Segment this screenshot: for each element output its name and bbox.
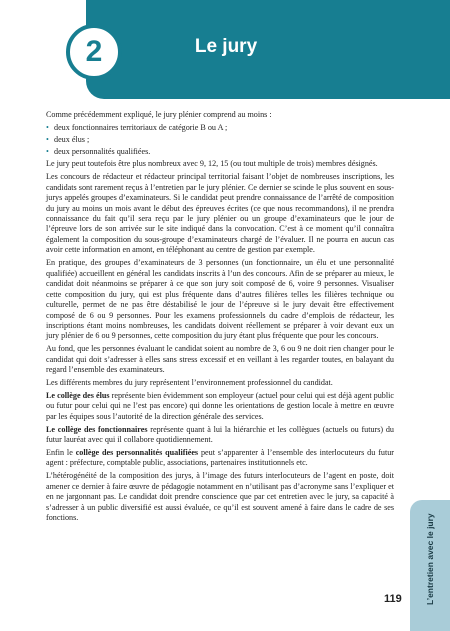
list-item (46, 123, 394, 133)
list-item-text: deux élus ; (54, 134, 90, 144)
list-item (46, 147, 394, 157)
paragraph-sub-juries: Les concours de rédacteur et rédacteur principal territorial faisant l’objet de nombreuses inscriptions, les candidats sont rarement reçus à l’entretien par le jury plénier. Ce dernier se scinde le plus souvent en sous-jurys appelés groupes d’examinateurs. Si le candidat peut prendre connaissance de l’arrêté de composition du jury au moins un mois avant le début des épreuves écrites (ce que nous recommandons), il ne prendra connaissance du fait qu’il sera reçu par le jury plénier ou un groupe d’examinateurs que le jour de l’épreuve lors de son arrivée sur le site indiqué dans la convocation. C’est à ce moment qu’il connaîtra également la composition du sous-groupe d’examinateurs chargé de l’évaluer. Il ne pourra en aucun cas avoir cette information en amont, en téléphonant au centre de gestion par exemple. (46, 172, 394, 255)
college-personnalites-heading: collège des personnalités qualifiées (75, 447, 199, 457)
intro-paragraph: Comme précédemment expliqué, le jury plénier comprend au moins : (46, 110, 272, 119)
list-item (46, 135, 394, 145)
bullet-icon: • (46, 122, 49, 132)
chapter-number: 2 (85, 35, 103, 68)
college-fonctionnaires-text: représente quant à lui la hiérarchie et les collègues (actuels ou futurs) du futur lauréat avec qui il collabore quotidiennement. (46, 424, 394, 445)
college-personnalites-text: peut s’apparenter à l’ensemble des interlocuteurs du futur agent : préfecture, comptable public, associations, partenaires institutionnels etc. (46, 447, 394, 468)
college-elus-heading: Le collège des élus (46, 390, 110, 400)
paragraph-college-personnalites (46, 448, 394, 469)
paragraph-examiner-groups: En pratique, des groupes d’examinateurs de 3 personnes (un fonctionnaire, un élu et une personnalité qualifiée) accueillent en général les candidats inscrits à l’un des concours. Afin de se préparer au mieux, le candidat doit néanmoins se préparer à ce que son jury soit composé de 6, voire 9 personnes. Visualiser cette composition du jury, qui est plus fréquente dans d’autres filières telles les filières technique ou culturelle, permet de ne pas être déstabilisé le jour de l’épreuve si le jury devait être effectivement composé de 6 ou 9 personnes. Pour les examens professionnels du cadre d’emplois de rédacteur, les inscriptions étant moins nombreuses, les candidats doivent réellement se préparer à voir devant eux un jury plénier de 6 ou 9 personnes, cette composition du jury étant plus fréquente que pour les concours. (46, 258, 394, 341)
section-side-tab-label: L’entretien avec le jury (425, 513, 435, 605)
paragraph-college-fonctionnaires (46, 425, 394, 446)
paragraph-attitude: Au fond, que les personnes évaluant le candidat soient au nombre de 3, 6 ou 9 ne doit rien changer pour le candidat qui doit s’adresser à elles sans stress excessif et en veillant à les regarder toutes, en balayant du regard l’ensemble des examinateurs. (46, 344, 394, 375)
jury-members-list (46, 123, 394, 157)
page-body (46, 110, 394, 526)
paragraph-members-role: Les différents membres du jury représentent l’environnement professionnel du candidat. (46, 378, 333, 387)
paragraph-jury-size: Le jury peut toutefois être plus nombreux avec 9, 12, 15 (ou tout multiple de trois) membres désignés. (46, 159, 378, 169)
college-fonctionnaires-heading: Le collège des fonctionnaires (46, 424, 148, 434)
paragraph-college-elus (46, 391, 394, 422)
bullet-icon: • (46, 134, 49, 144)
list-item-text: deux fonctionnaires territoriaux de catégorie B ou A ; (54, 122, 228, 132)
page-number: 119 (384, 593, 402, 605)
college-personnalites-lead: Enfin le (46, 447, 76, 457)
bullet-icon: • (46, 146, 49, 156)
list-item-text: deux personnalités qualifiées. (54, 146, 151, 156)
chapter-title: Le jury (194, 36, 258, 57)
college-elus-text: représente bien évidemment son employeur (actuel pour celui qui est déjà agent public ou futur pour celui qui ne l’est pas encore) qui donne les orientations de gestion locale à mettre en œuvre par les équipes sous l’autorité de la direction générale des services. (46, 390, 394, 421)
paragraph-heterogeneity: L’hétérogénéité de la composition des jurys, à l’image des futurs interlocuteurs de l’agent en poste, doit amener ce dernier à faire œuvre de pédagogie notamment en n’utilisant pas d’acronyme sans l’expliquer et en ne jargonnant pas. Le candidat doit prendre conscience que par cet entretien avec le jury, sa capacité à s’adresser à un public diversifié est aussi évaluée, ce qu’il est souvent amené à faire dans le cadre de ses fonctions. (46, 471, 394, 522)
